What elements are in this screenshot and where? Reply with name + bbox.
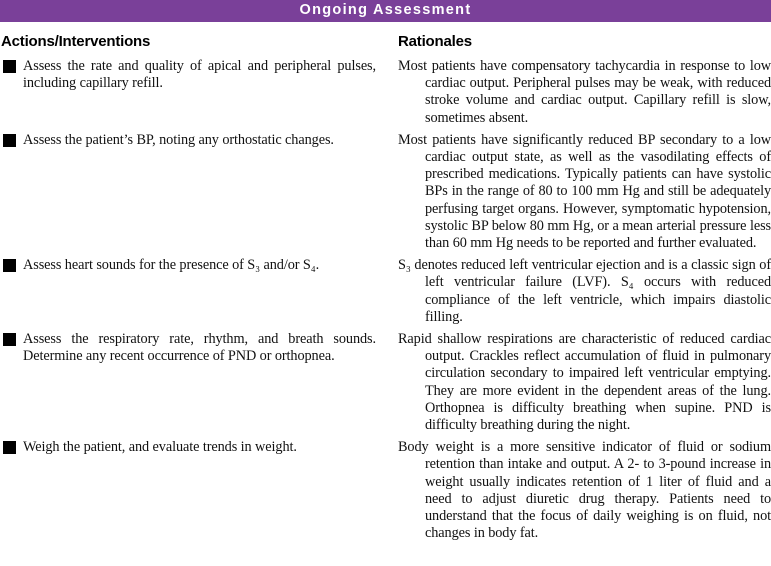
rationale-text: Rapid shallow respirations are characteristic of reduced cardiac output. Crackles reflect accumulation of fluid in pulmonary circulation secondary to impaired left ventricular emptying. They are more evident in the dependent areas of the lung. Orthopnea is difficulty breathing when supine. PND is difficulty breathing during the night.	[398, 331, 771, 434]
rationale-cell	[398, 439, 771, 542]
rationale-cell	[398, 132, 771, 252]
action-cell	[0, 58, 398, 127]
bullet-square-icon	[3, 259, 16, 272]
bullet-square-icon	[3, 441, 16, 454]
rationale-text: Body weight is a more sensitive indicator of fluid or sodium retention than intake and output. A 2- to 3-pound increase in weight usually indicates retention of 1 liter of fluid and a need to adjust diuretic drug therapy. Patients need to understand that the focus of daily weighing is on fluid, not changes in body fat.	[398, 439, 771, 542]
rationale-cell	[398, 58, 771, 127]
column-headers	[0, 33, 771, 50]
action-text: Assess the patient’s BP, noting any orthostatic changes.	[23, 131, 334, 148]
bullet-square-icon	[3, 333, 16, 346]
action-text: Assess the respiratory rate, rhythm, and breath sounds. Determine any recent occurrence of PND or orthopnea.	[23, 331, 376, 365]
action-text: Assess heart sounds for the presence of S₃ and/or S₄.	[23, 257, 320, 274]
bullet-square-icon	[3, 60, 16, 73]
table-row	[0, 331, 771, 434]
action-text: Weigh the patient, and evaluate trends in weight.	[23, 439, 297, 456]
title-bar	[0, 0, 771, 22]
table-row	[0, 58, 771, 127]
bullet-square-icon	[3, 134, 16, 147]
action-cell	[0, 331, 398, 434]
action-cell	[0, 439, 398, 542]
page-title: Ongoing Assessment	[299, 2, 472, 19]
rationale-text: Most patients have compensatory tachycardia in response to low cardiac output. Peripheral pulses may be weak, with reduced stroke volume and cardiac output. Capillary refill is slow, sometimes absent.	[398, 58, 771, 126]
rationale-text: S₃ denotes reduced left ventricular ejection and is a classic sign of left ventricular failure (LVF). S₄ occurs with reduced compliance of the left ventricle, which impairs diastolic filling.	[398, 257, 771, 325]
rationale-cell	[398, 257, 771, 326]
table-row	[0, 439, 771, 542]
actions-column-header: Actions/Interventions	[1, 33, 151, 50]
assessment-table-body	[0, 58, 771, 542]
action-cell	[0, 132, 398, 252]
action-text: Assess the rate and quality of apical and peripheral pulses, including capillary refill.	[23, 58, 376, 92]
action-cell	[0, 257, 398, 326]
rationale-cell	[398, 331, 771, 434]
table-row	[0, 132, 771, 252]
rationales-column-header: Rationales	[398, 33, 472, 50]
table-row	[0, 257, 771, 326]
rationale-text: Most patients have significantly reduced BP secondary to a low cardiac output state, as well as the vasodilating effects of prescribed medications. Typically patients can have systolic BPs in the range of 80 to 100 mm Hg and still be adequately perfusing target organs. However, symptomatic hypotension, systolic BP below 80 mm Hg, or a mean arterial pressure less than 60 mm Hg needs to be reported and further evaluated.	[398, 131, 771, 252]
